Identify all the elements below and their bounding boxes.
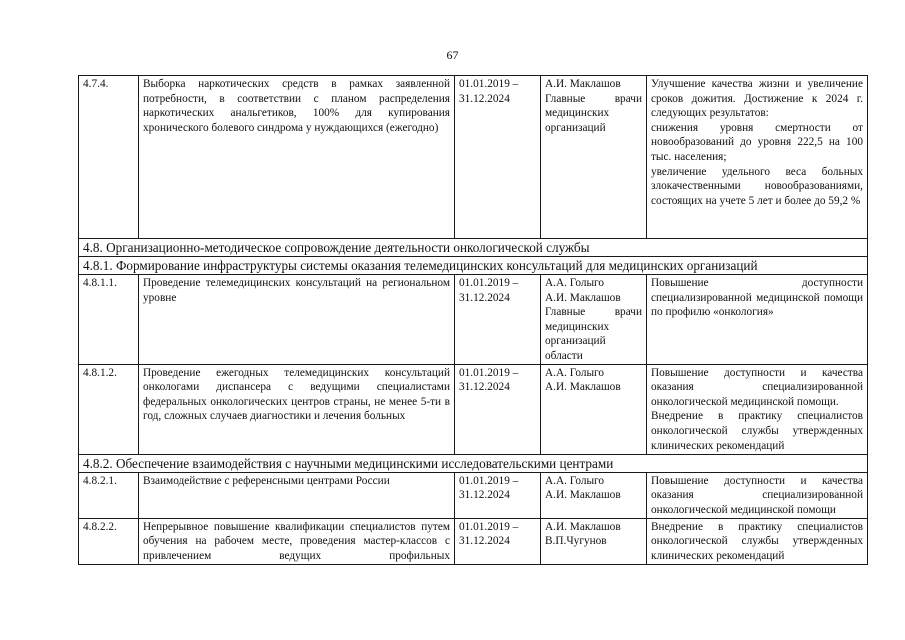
- table-row: [79, 76, 868, 239]
- responsible-person: А.А. Голыго: [545, 474, 605, 487]
- period-cell: [455, 472, 541, 518]
- table-row: [79, 518, 868, 564]
- period-cell: [455, 518, 541, 564]
- result-text: Внедрение в практику специалистов онкологической службы утвержденных клинических рекомендаций: [651, 410, 863, 452]
- measure-text: Проведение ежегодных телемедицинских консультаций онкологами диспансера с ведущими специалистами федеральных онкологических центров страны, не менее 5-ти в год, сложных случаев диагностики и лечения больных: [139, 364, 455, 454]
- row-number: 4.8.1.2.: [79, 364, 139, 454]
- measure-text: Выборка наркотических средств в рамках заявленной потребности, в соответствии с планом распределения наркотических анальгетиков, 100% для купирования хронического болевого синдрома у нуждающихся (ежегодно): [139, 76, 455, 239]
- period-cell: [455, 76, 541, 239]
- section-heading: 4.8.2. Обеспечение взаимодействия с научными медицинскими исследовательскими центрами: [79, 454, 868, 472]
- row-number: 4.8.2.2.: [79, 518, 139, 564]
- responsible-person: Главные врачи медицинских организаций области: [545, 306, 642, 362]
- result-text: Повышение доступности и качества оказания специализированной онкологической медицинской помощи.: [651, 366, 863, 408]
- period-end: 31.12.2024: [459, 92, 510, 105]
- period-start: 01.01.2019 –: [459, 277, 519, 289]
- responsible-person: А.И. Маклашов: [545, 381, 621, 394]
- period-cell: [455, 364, 541, 454]
- responsible-cell: [541, 76, 647, 239]
- section-heading: 4.8.1. Формирование инфраструктуры системы оказания телемедицинских консультаций для медицинских организаций: [79, 257, 868, 275]
- responsible-cell: [541, 472, 647, 518]
- section-row: [79, 454, 868, 472]
- measure-text: Взаимодействие с референсными центрами России: [139, 472, 455, 518]
- period-end: 31.12.2024: [459, 291, 510, 304]
- responsible-person: Главные врачи медицинских организаций: [545, 92, 642, 134]
- section-row: [79, 239, 868, 257]
- section-row: [79, 257, 868, 275]
- responsible-person: А.И. Маклашов: [545, 291, 621, 304]
- responsible-person: А.И. Маклашов: [545, 78, 621, 90]
- responsible-person: А.И. Маклашов: [545, 520, 621, 533]
- result-cell: [647, 472, 868, 518]
- result-cell: [647, 518, 868, 564]
- row-number: 4.7.4.: [79, 76, 139, 239]
- responsible-cell: [541, 518, 647, 564]
- measure-text: [139, 518, 455, 564]
- responsible-person: А.И. Маклашов: [545, 489, 621, 502]
- row-number: 4.8.1.1.: [79, 275, 139, 365]
- measures-table: [78, 75, 868, 565]
- table-row: [79, 275, 868, 365]
- responsible-cell: [541, 364, 647, 454]
- responsible-person: В.П.Чугунов: [545, 535, 607, 548]
- period-end: 31.12.2024: [459, 381, 510, 394]
- result-text: Внедрение в практику специалистов онкологической службы утвержденных клинических рекомендаций: [651, 520, 863, 562]
- table-row: [79, 472, 868, 518]
- period-start: 01.01.2019 –: [459, 520, 519, 533]
- result-cell: [647, 364, 868, 454]
- period-start: 01.01.2019 –: [459, 78, 519, 90]
- responsible-person: А.А. Голыго: [545, 277, 605, 289]
- measure-text-clip: [143, 520, 450, 564]
- result-text: Повышение доступности и качества оказания специализированной онкологической медицинской помощи: [651, 474, 863, 516]
- result-text: Повышение доступности специализированной медицинской помощи по профилю «онкология»: [651, 277, 863, 319]
- result-text: Улучшение качества жизни и увеличение сроков дожития. Достижение к 2024 г. следующих результатов:: [651, 78, 863, 120]
- responsible-person: А.А. Голыго: [545, 366, 605, 379]
- measure-text: Проведение телемедицинских консультаций на региональном уровне: [139, 275, 455, 365]
- period-cell: [455, 275, 541, 365]
- period-start: 01.01.2019 –: [459, 474, 519, 487]
- period-end: 31.12.2024: [459, 535, 510, 548]
- table-row: [79, 364, 868, 454]
- result-text: снижения уровня смертности от новообразований до уровня 222,5 на 100 тыс. населения;: [651, 121, 863, 163]
- result-cell: [647, 275, 868, 365]
- responsible-cell: [541, 275, 647, 365]
- row-number: 4.8.2.1.: [79, 472, 139, 518]
- measure-text-content: Непрерывное повышение квалификации специалистов путем обучения на рабочем месте, проведения мастер-классов с привлечением ведущих профильных: [143, 520, 450, 562]
- period-end: 31.12.2024: [459, 489, 510, 502]
- page-number: 67: [446, 48, 459, 62]
- result-cell: [647, 76, 868, 239]
- section-heading: 4.8. Организационно-методическое сопровождение деятельности онкологической службы: [79, 239, 868, 257]
- result-text: увеличение удельного веса больных злокачественными новообразованиями, состоящих на учете 5 лет и более до 59,2 %: [651, 165, 863, 207]
- period-start: 01.01.2019 –: [459, 366, 519, 379]
